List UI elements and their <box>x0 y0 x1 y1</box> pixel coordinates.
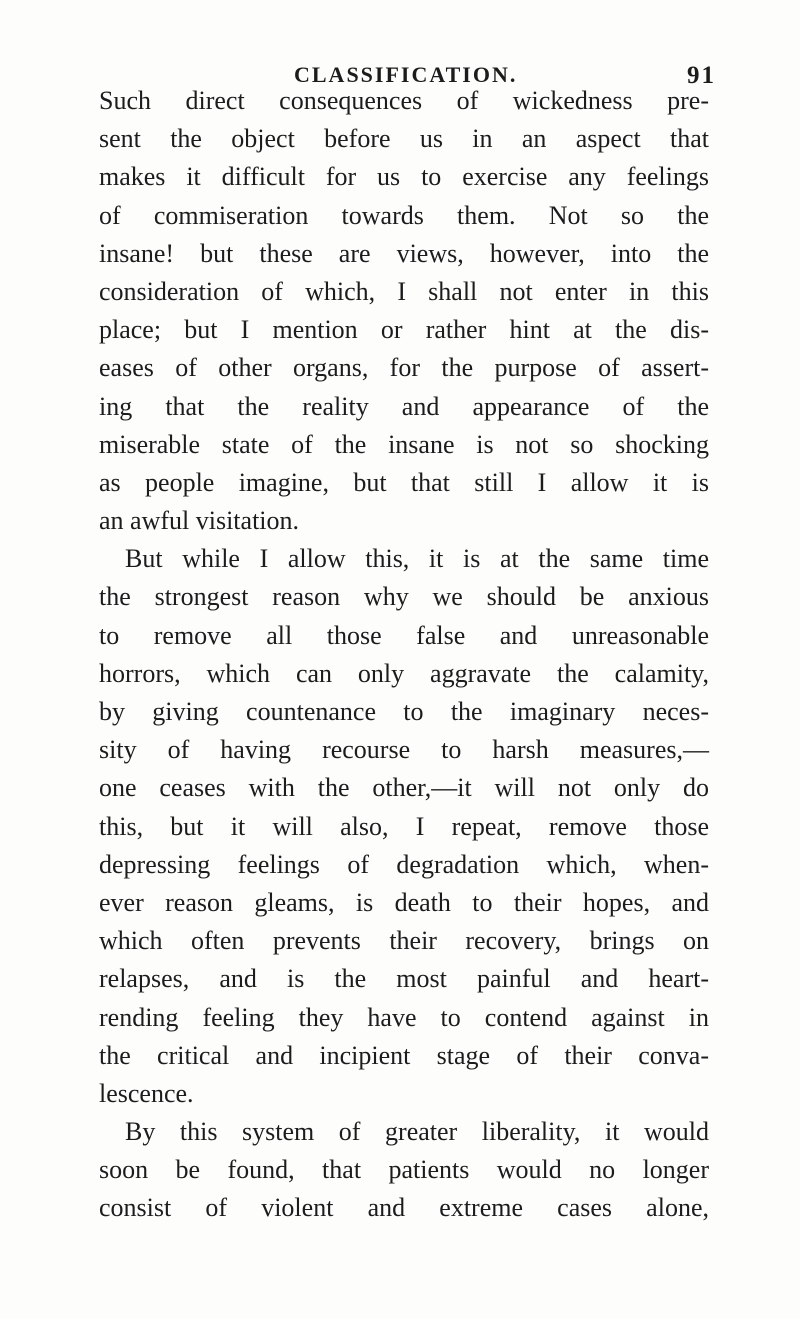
running-title: CLASSIFICATION. <box>294 62 518 87</box>
text-line: lescence. <box>99 1078 194 1108</box>
text-line: one ceases with the other,—it will not only do <box>99 773 709 803</box>
body-text <box>99 82 709 1228</box>
text-line: depressing feelings of degradation which, when- <box>99 849 709 879</box>
text-line: the strongest reason why we should be anxious <box>99 582 709 612</box>
text-line: by giving countenance to the imaginary neces- <box>99 697 709 726</box>
text-line: miserable state of the insane is not so shocking <box>99 429 709 459</box>
paragraph-start-line: By this system of greater liberality, it would <box>125 1117 709 1147</box>
text-line: to remove all those false and unreasonable <box>99 620 709 650</box>
text-line: eases of other organs, for the purpose of assert- <box>99 353 709 383</box>
text-line: the critical and incipient stage of their conva- <box>99 1040 709 1070</box>
text-line: horrors, which can only aggravate the calamity, <box>99 658 709 688</box>
text-line: sent the object before us in an aspect that <box>99 124 709 154</box>
text-line: insane! but these are views, however, into the <box>99 238 709 268</box>
text-line: Such direct consequences of wickedness pre- <box>99 86 709 115</box>
paragraph-start-line: But while I allow this, it is at the same time <box>125 544 709 574</box>
text-line: consideration of which, I shall not enter in this <box>99 276 709 306</box>
text-line: of commiseration towards them. Not so the <box>99 200 709 230</box>
text-line: sity of having recourse to harsh measures,— <box>99 735 709 765</box>
text-line: makes it difficult for us to exercise any feelings <box>99 162 709 192</box>
text-line: ing that the reality and appearance of the <box>99 391 709 421</box>
text-line: soon be found, that patients would no longer <box>99 1155 709 1185</box>
text-line: which often prevents their recovery, brings on <box>99 926 709 956</box>
text-line: place; but I mention or rather hint at the dis- <box>99 315 709 345</box>
page-number: 91 <box>687 62 716 89</box>
text-line: ever reason gleams, is death to their hopes, and <box>99 887 709 917</box>
text-line: rending feeling they have to contend against in <box>99 1002 709 1032</box>
text-line: consist of violent and extreme cases alone, <box>99 1193 709 1223</box>
text-line: as people imagine, but that still I allow it is <box>99 467 709 497</box>
text-line: this, but it will also, I repeat, remove those <box>99 811 709 841</box>
text-line: an awful visitation. <box>99 506 300 536</box>
text-line: relapses, and is the most painful and heart- <box>99 964 709 994</box>
